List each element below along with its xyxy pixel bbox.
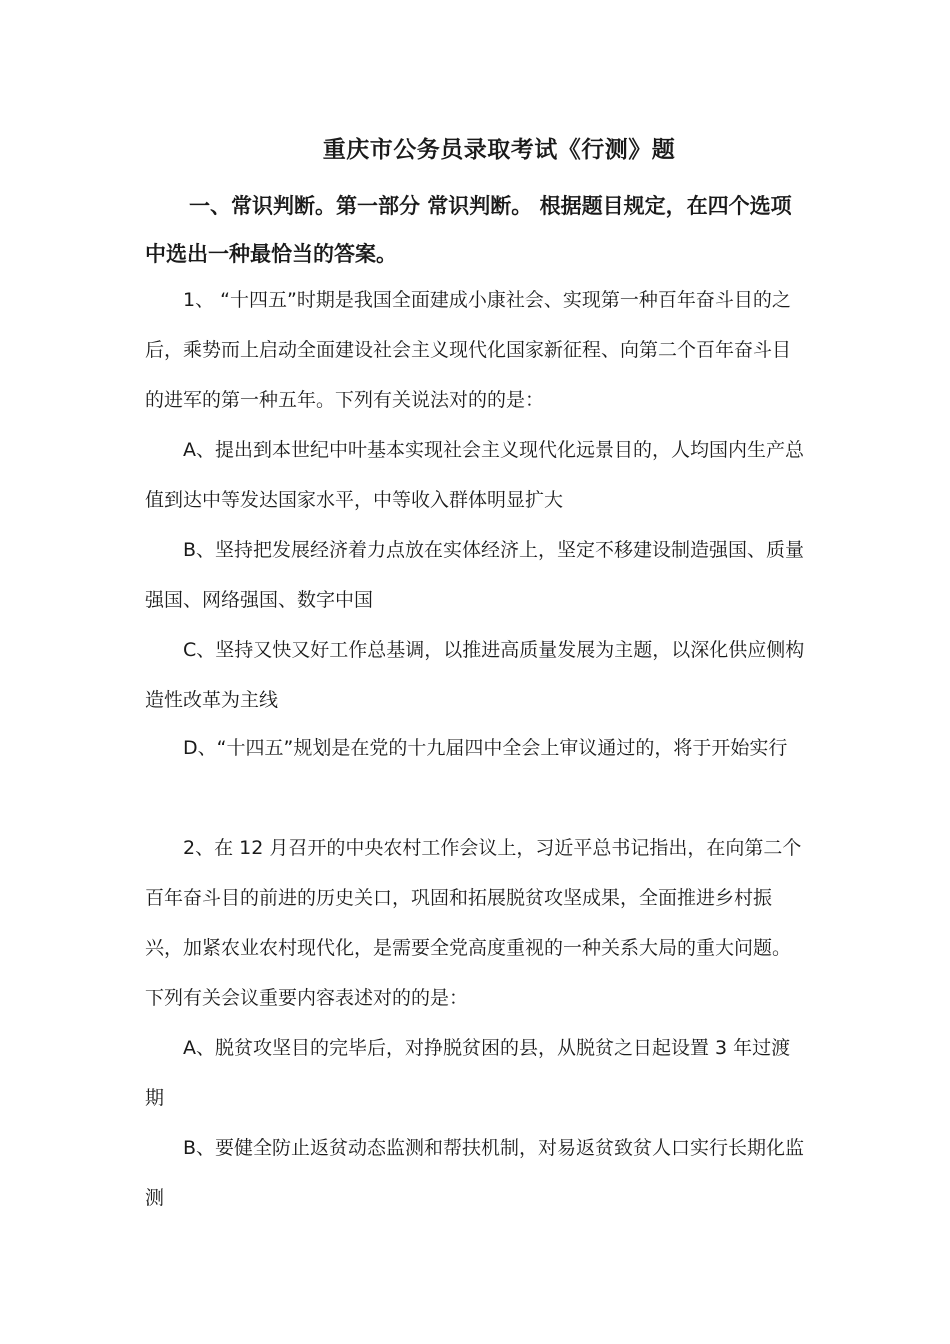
section-heading: 一、常识判断。第一部分 常识判断。 根据题目规定，在四个选项中选出一种最恰当的答案。 bbox=[145, 194, 792, 266]
question-1-option-d: D、“十四五”规划是在党的十九届四中全会上审议通过的，将于开始实行 bbox=[183, 737, 788, 759]
question-2-option-b: B、要健全防止返贫动态监测和帮扶机制，对易返贫致贫人口实行长期化监测 bbox=[145, 1137, 805, 1209]
question-1-stem: 1、 “十四五”时期是我国全面建成小康社会、实现第一种百年奋斗目的之后，乘势而上启动全面建设社会主义现代化国家新征程、向第二个百年奋斗目的进军的第一种五年。下列有关说法对的的是： bbox=[145, 289, 792, 411]
question-1-option-c: C、坚持又快又好工作总基调，以推进高质量发展为主题，以深化供应侧构造性改革为主线 bbox=[145, 639, 805, 711]
question-2-stem: 2、在 12 月召开的中央农村工作会议上，习近平总书记指出，在向第二个百年奋斗目的前进的历史关口，巩固和拓展脱贫攻坚成果，全面推进乡村振兴，加紧农业农村现代化，是需要全党高度重视的一种关系大局的重大问题。下列有关会议重要内容表述对的的是： bbox=[145, 837, 802, 1009]
question-1-option-b: B、坚持把发展经济着力点放在实体经济上，坚定不移建设制造强国、质量强国、网络强国、数字中国 bbox=[145, 539, 805, 611]
question-1-option-a: A、提出到本世纪中叶基本实现社会主义现代化远景目的，人均国内生产总值到达中等发达国家水平，中等收入群体明显扩大 bbox=[145, 439, 804, 511]
document-title: 重庆市公务员录取考试《行测》题 bbox=[322, 137, 676, 163]
question-2-option-a: A、脱贫攻坚目的完毕后，对挣脱贫困的县，从脱贫之日起设置 3 年过渡期 bbox=[145, 1037, 791, 1109]
